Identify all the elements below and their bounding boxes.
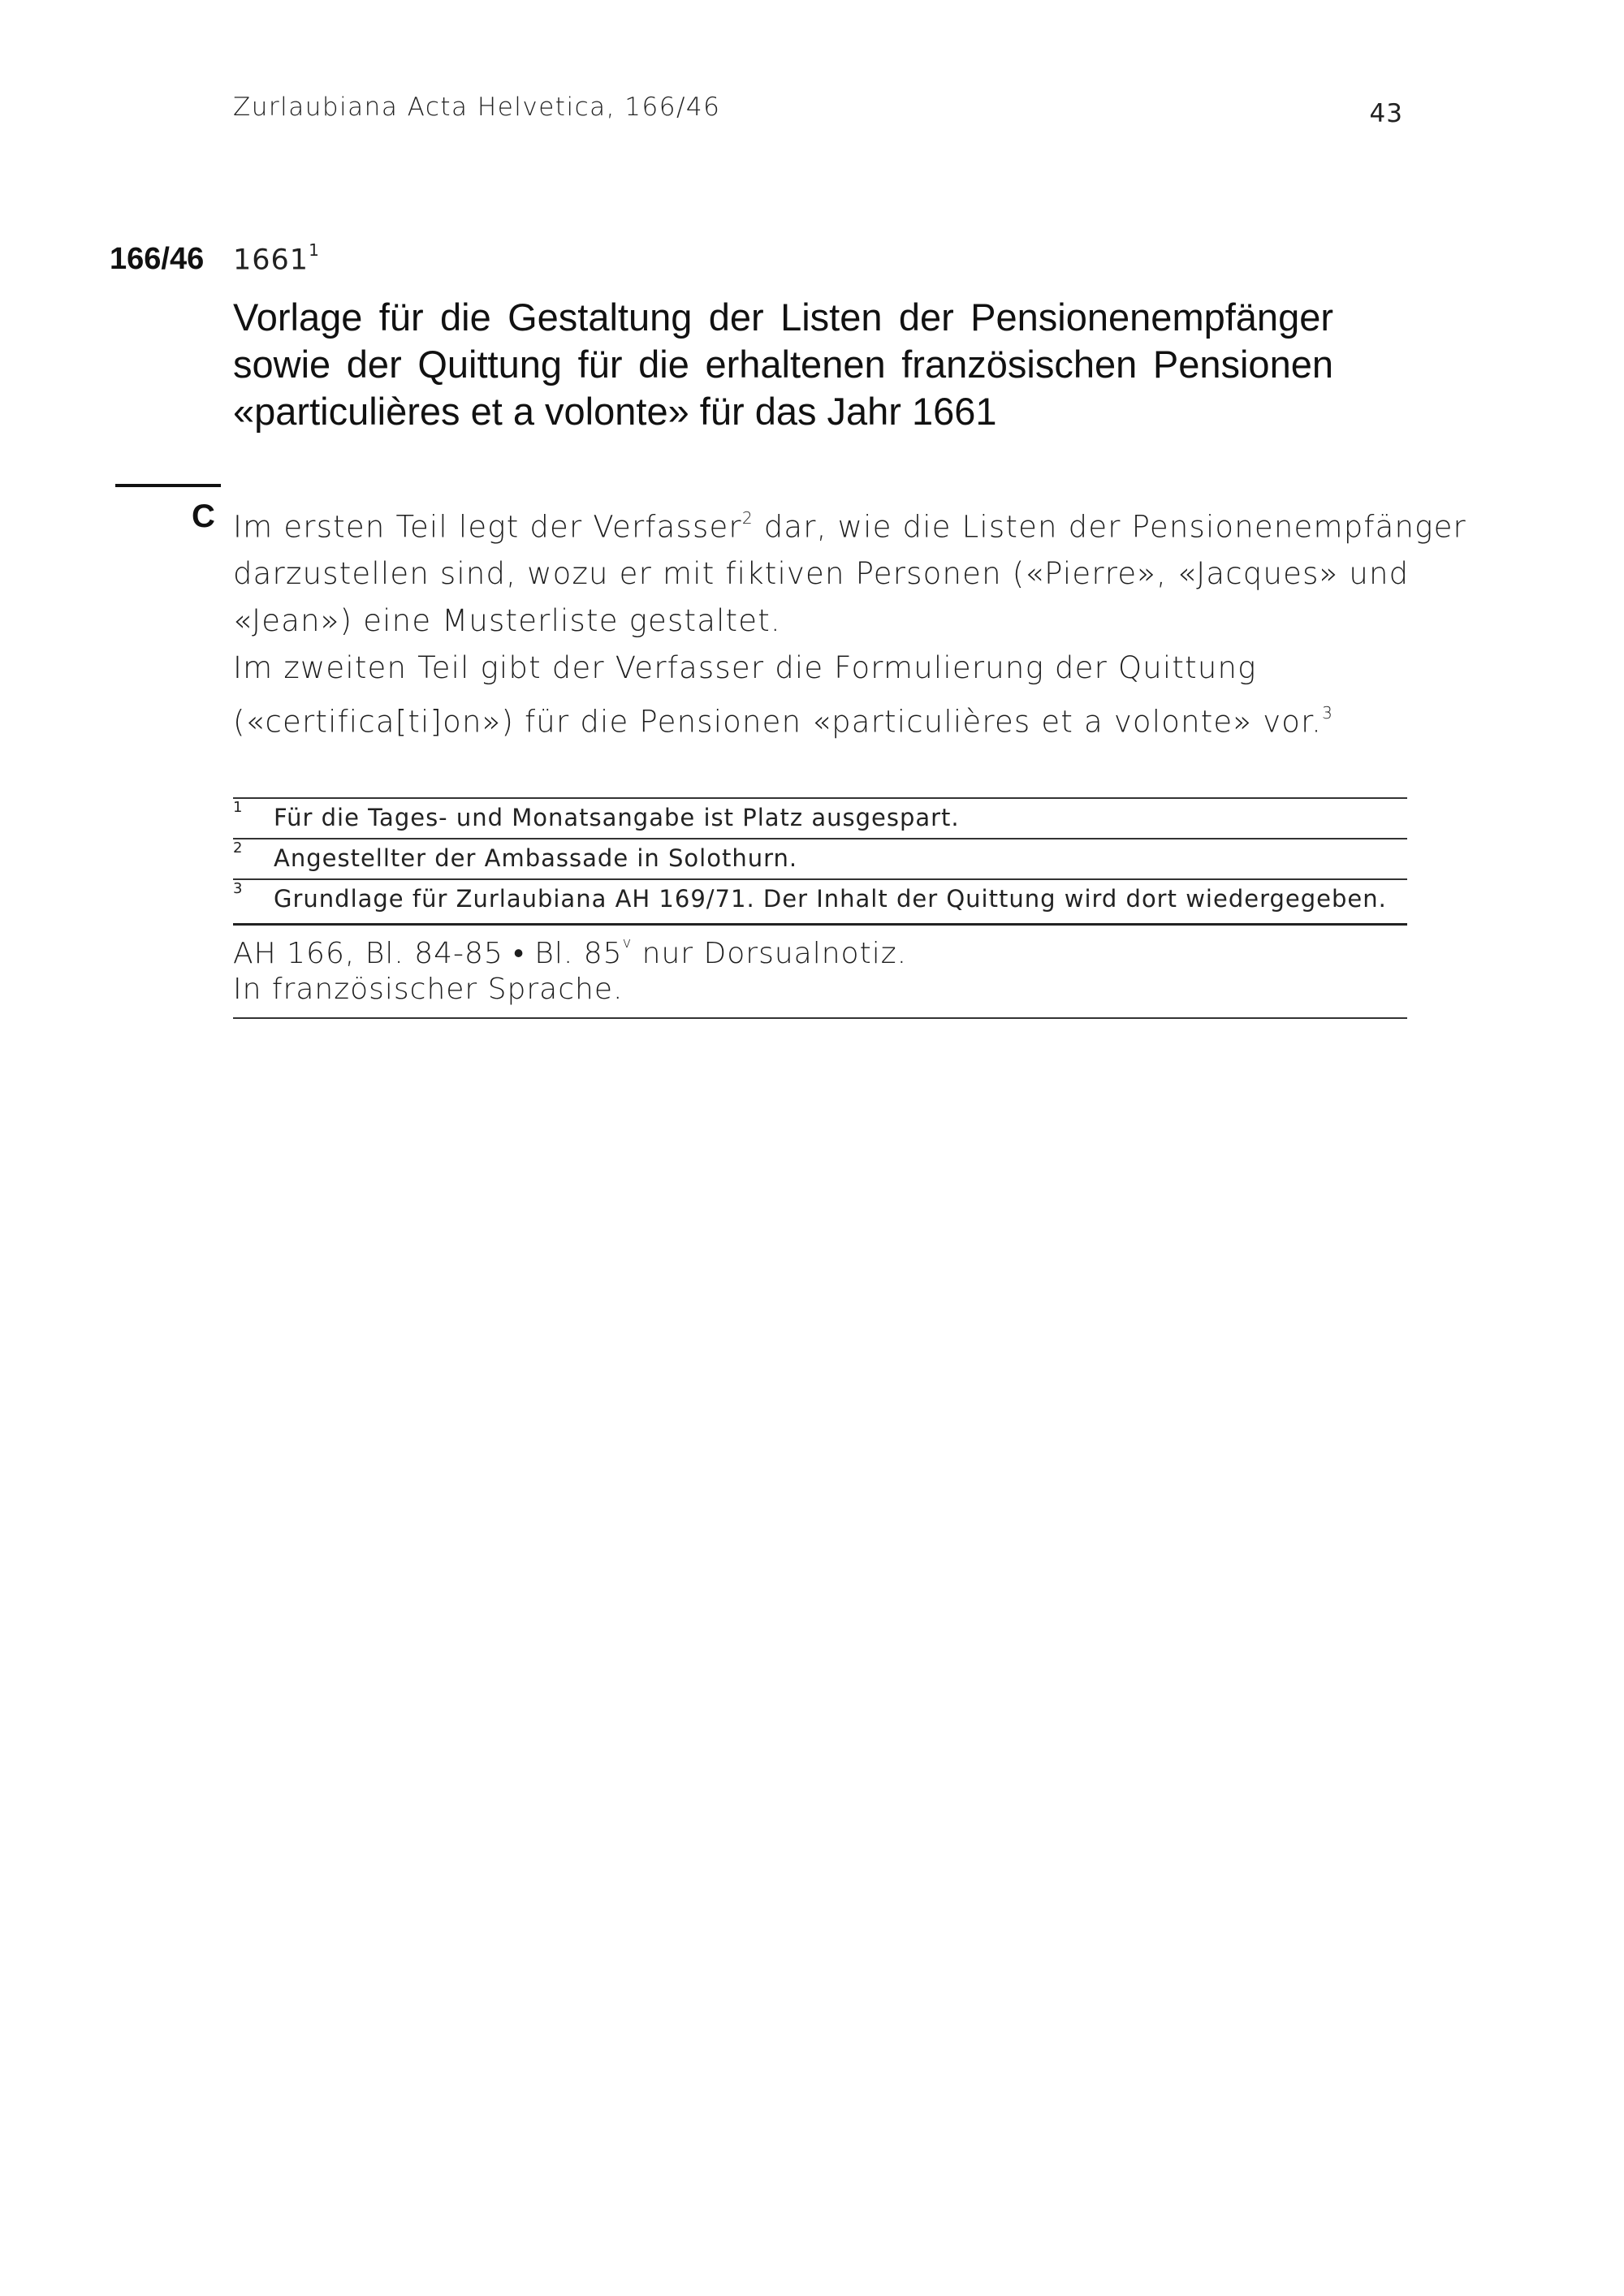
document-number-main: 166 [110, 242, 162, 276]
footnote-number: 1 [233, 799, 244, 816]
summary-line-5-a: («certifica[ti]on») für die Pensionen «particulières et a volonte» vor. [233, 704, 1323, 740]
document-date-year: 1661 [233, 244, 309, 277]
summary-line-1 [233, 497, 1466, 550]
source-line-1 [233, 930, 1407, 972]
footnote-text: Für die Tages- und Monatsangabe ist Platz ausgespart. [274, 804, 960, 831]
summary-line-3: «Jean») eine Musterliste gestaltet. [233, 603, 781, 639]
document-title [233, 294, 1410, 435]
footnote-text: Angestellter der Ambassade in Solothurn. [274, 844, 798, 872]
summary-line-1-b: dar, wie die Listen der Pensionenempfänger [753, 509, 1466, 545]
source-line-1-b: nur Dorsualnotiz. [632, 937, 908, 970]
source-line-1-a: AH 166, Bl. 84-85 • Bl. 85 [233, 937, 623, 970]
title-line-3: «particulières et a volonte» für das Jahr 1661 [233, 390, 997, 433]
footnote-number: 3 [233, 880, 244, 897]
document-number [110, 242, 204, 277]
source-line-2: In französischer Sprache. [233, 973, 624, 1006]
footnote-text: Grundlage für Zurlaubiana AH 169/71. Der Inhalt der Quittung wird dort wiedergegeben. [274, 885, 1387, 913]
source-note [233, 923, 1407, 1019]
summary-line-4: Im zweiten Teil gibt der Verfasser die Formulierung der Quittung [233, 650, 1257, 686]
document-number-sub: /46 [161, 242, 205, 276]
section-rule [115, 484, 221, 487]
section-letter: C [192, 498, 215, 534]
page-number: 43 [1369, 99, 1403, 128]
summary-line-5 [233, 692, 1410, 745]
footnotes [233, 797, 1407, 919]
running-header: Zurlaubiana Acta Helvetica, 166/46 [233, 93, 721, 122]
source-verso-mark: v [622, 934, 633, 952]
summary-line-2: darzustellen sind, wozu er mit fiktiven Personen («Pierre», «Jacques» und [233, 556, 1410, 592]
footnote [233, 838, 1407, 878]
footnote [233, 797, 1407, 838]
summary-text [233, 497, 1466, 746]
footnote-ref-3: 3 [1322, 703, 1334, 723]
summary-line-1-a: Im ersten Teil legt der Verfasser [233, 509, 742, 545]
title-line-1: Vorlage für die Gestaltung der Listen der Pensionenempfänger [233, 296, 1333, 339]
title-line-2: sowie der Quittung für die erhaltenen französischen Pensionen [233, 343, 1333, 386]
footnote [233, 878, 1407, 919]
document-date [233, 240, 320, 277]
footnote-ref-2: 2 [741, 508, 754, 528]
footnote-number: 2 [233, 839, 244, 857]
footnote-ref-1: 1 [309, 240, 320, 260]
